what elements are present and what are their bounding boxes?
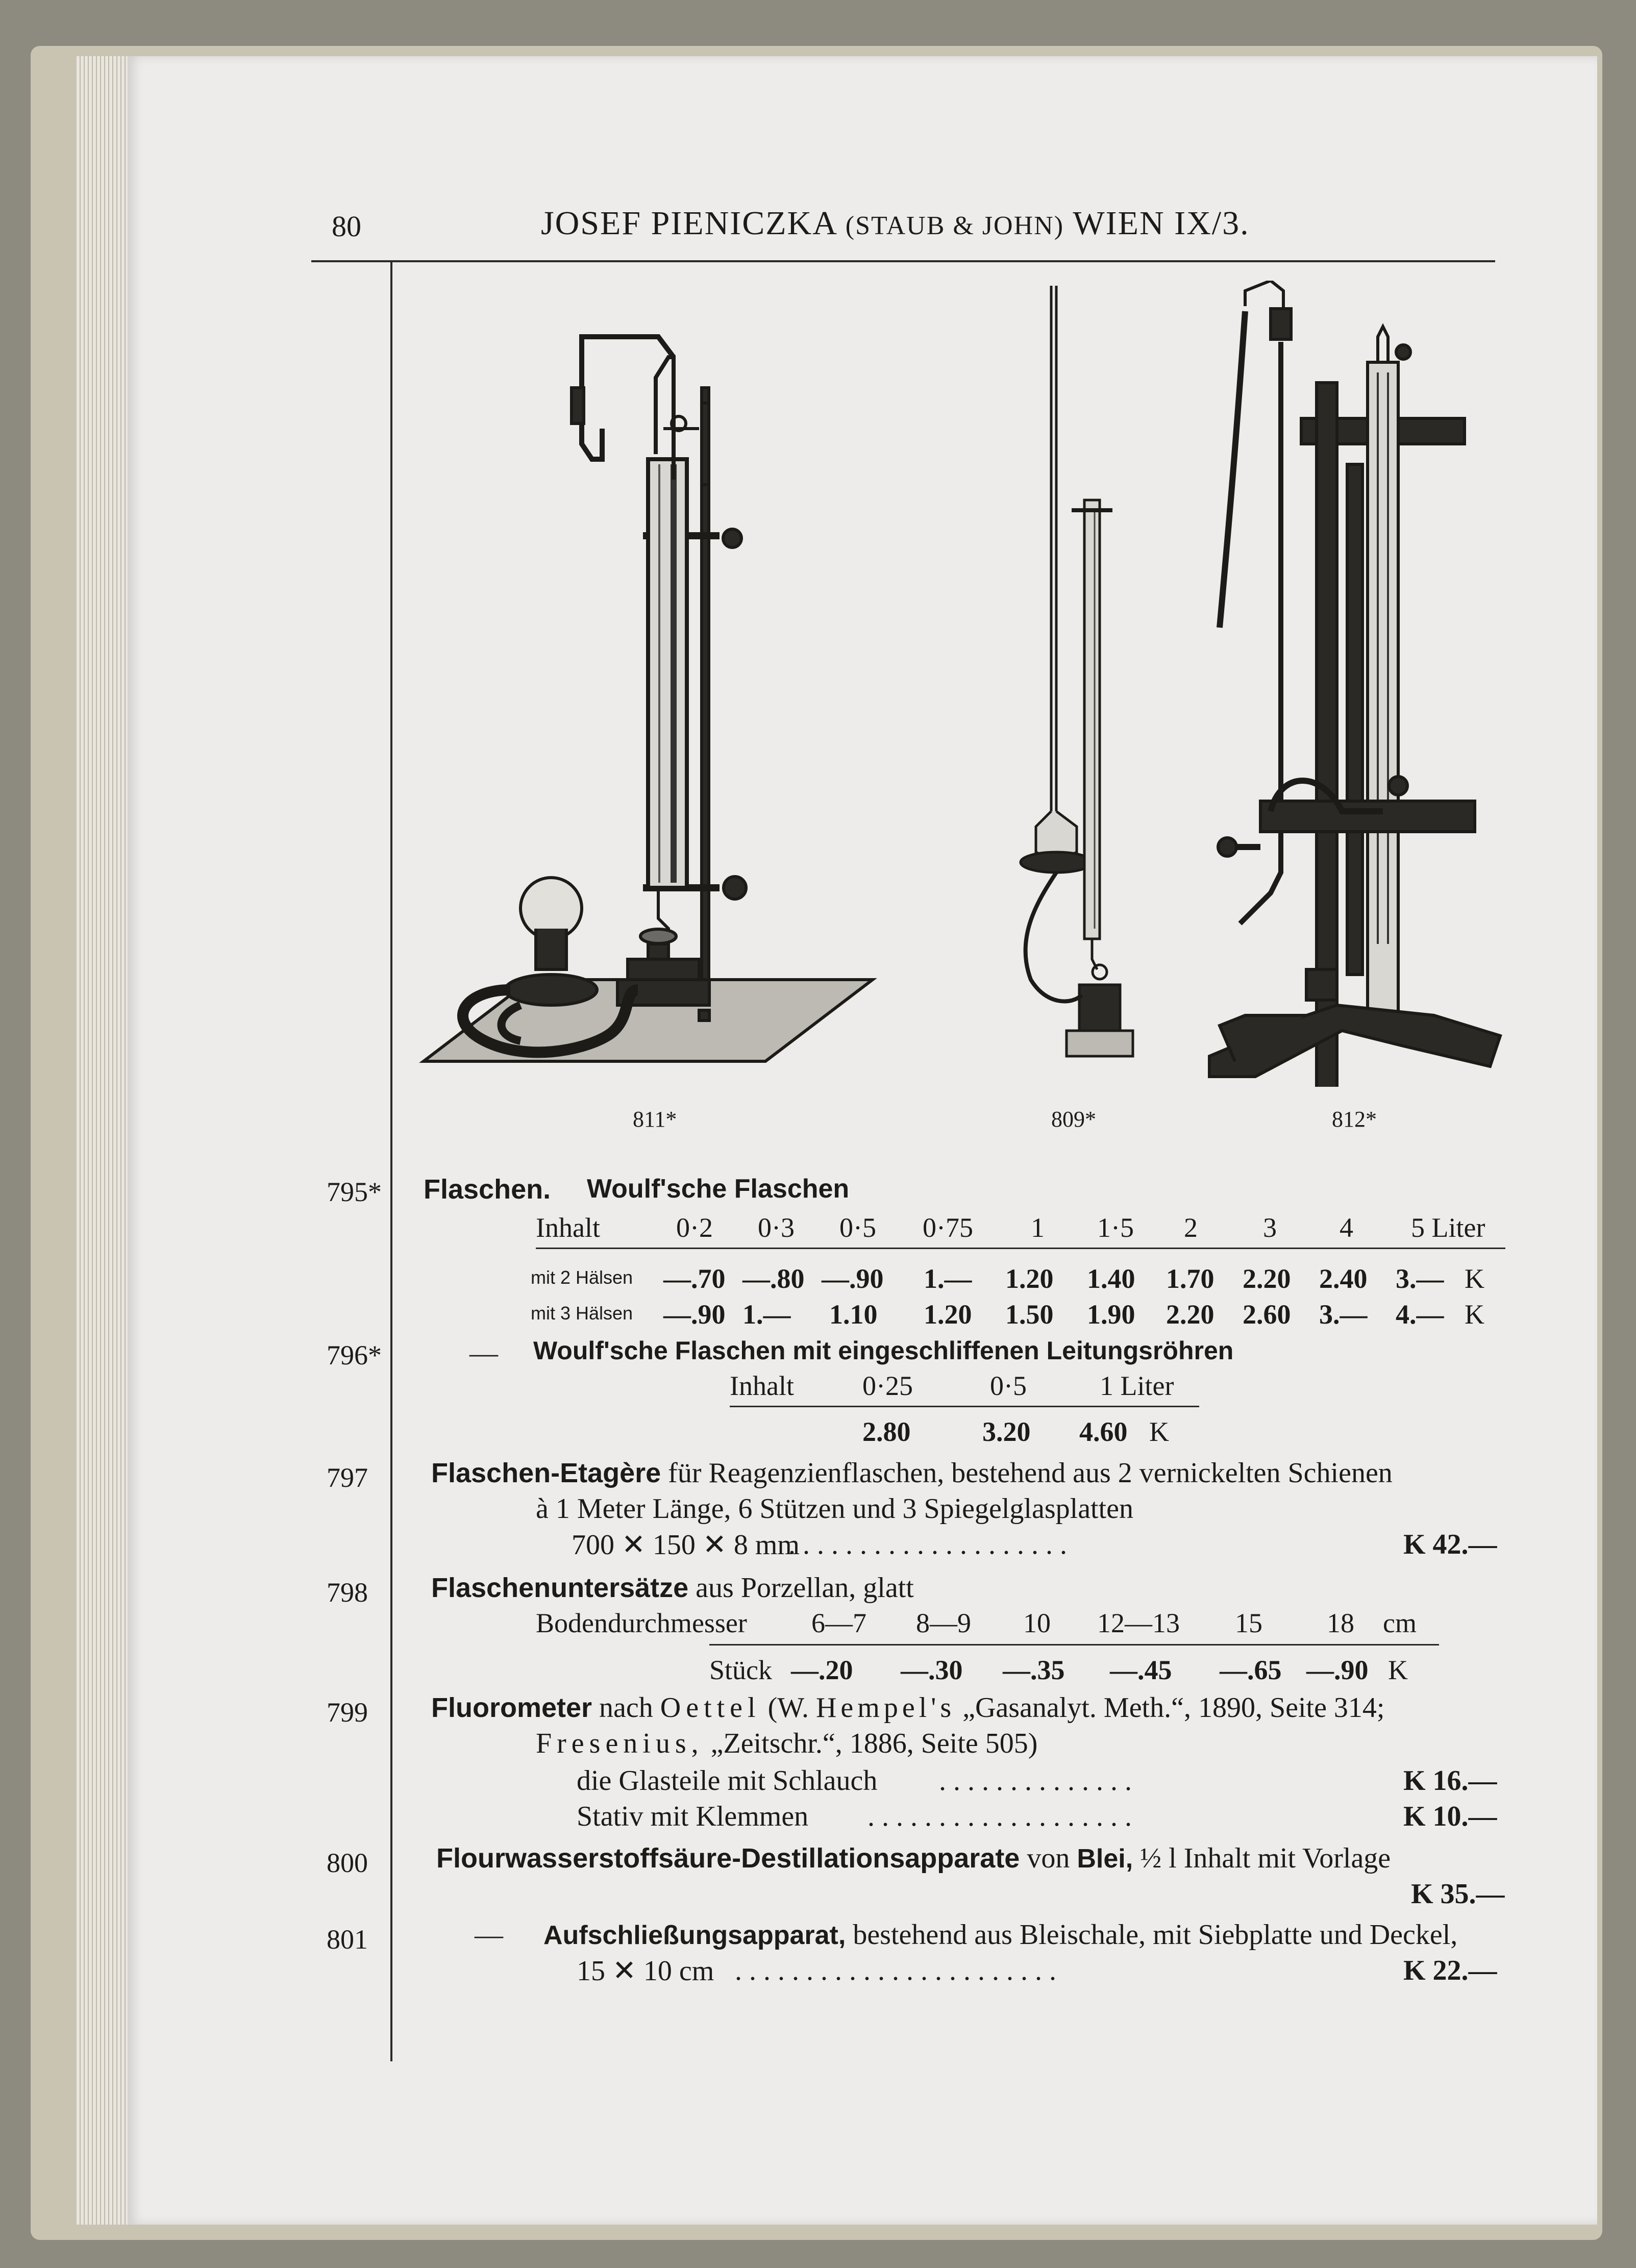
price-cell: —.80	[742, 1263, 805, 1294]
entry-798-title: Flaschenuntersätze	[431, 1573, 689, 1603]
table-795-cap: 0·2	[676, 1212, 713, 1243]
table-798-size: 15	[1235, 1608, 1262, 1638]
currency: K	[1465, 1299, 1484, 1330]
table-796-cap: 0·25	[862, 1370, 913, 1401]
table-798-size: 8—9	[916, 1608, 971, 1638]
entry-795-number: 795*	[327, 1177, 382, 1207]
entry-800-price: K 35.—	[1411, 1878, 1505, 1910]
currency: K	[1149, 1416, 1169, 1447]
price-cell: 2.60	[1243, 1299, 1291, 1330]
price-cell: 3.—	[1396, 1263, 1444, 1294]
entry-797-title: Flaschen-Etagère	[431, 1458, 661, 1488]
entry-795-subtitle: Woulf'sche Flaschen	[587, 1174, 850, 1204]
entry-798-number: 798	[327, 1577, 368, 1608]
entry-801-title: Aufschließungsapparat,	[543, 1921, 846, 1950]
price-cell: 1.90	[1087, 1299, 1135, 1330]
table-798-price: —.35	[1003, 1655, 1065, 1685]
table-798	[0, 1607, 1636, 1684]
price-cell: 2.20	[1166, 1299, 1214, 1330]
table-795-cap: 5 Liter	[1411, 1212, 1485, 1243]
entry-799-number: 799	[327, 1697, 368, 1728]
table-795-cap: 4	[1340, 1212, 1353, 1243]
row-label: mit 3 Hälsen	[531, 1303, 633, 1324]
margin-rule	[390, 260, 392, 2061]
entry-801-price: K 22.—	[1403, 1955, 1497, 1986]
table-798-header-label: Bodendurchmesser	[536, 1608, 747, 1638]
entry-799-item1: die Glasteile mit Schlauch	[577, 1765, 878, 1797]
entry-799-item2-price: K 10.—	[1403, 1801, 1497, 1832]
page-number: 80	[332, 210, 361, 243]
entry-800-title: Flourwasserstoffsäure-Destillationsapparate	[436, 1843, 1020, 1874]
price-cell: 1.10	[829, 1299, 878, 1330]
entry-797-line1: Flaschen-Etagère für Reagenzienflaschen, bestehend aus 2 vernickelten Schienen	[431, 1457, 1393, 1489]
entry-798-line1: Flaschenuntersätze aus Porzellan, glatt	[431, 1572, 914, 1604]
table-798-size: 12—13	[1097, 1608, 1180, 1638]
table-798-price-label: Stück	[709, 1655, 773, 1685]
table-796-header-label: Inhalt	[730, 1370, 794, 1401]
table-796-cap: 0·5	[990, 1370, 1027, 1401]
price-cell: —.90	[663, 1299, 726, 1330]
entry-799-item1-price: K 16.—	[1403, 1765, 1497, 1797]
row-label: mit 2 Hälsen	[531, 1267, 633, 1288]
page-stack-edge	[77, 56, 133, 2225]
entry-800-line1: Flourwasserstoffsäure-Destillationsapparate von Blei, ½ l Inhalt mit Vorlage	[436, 1842, 1391, 1874]
price-cell: 1.20	[924, 1299, 972, 1330]
table-798-rule	[709, 1644, 1439, 1646]
table-795-cap: 2	[1184, 1212, 1198, 1243]
price-cell: 4.—	[1396, 1299, 1444, 1330]
entry-796-title: Woulf'sche Flaschen mit eingeschliffenen Leitungsröhren	[533, 1336, 1234, 1365]
figure-809-caption: 809*	[1051, 1107, 1096, 1132]
table-795-header-label: Inhalt	[536, 1212, 600, 1243]
table-798-price: —.90	[1306, 1655, 1369, 1685]
table-796-price: 3.20	[982, 1416, 1031, 1447]
table-795-cap: 3	[1263, 1212, 1277, 1243]
entry-799-line2: Fresenius, „Zeitschr.“, 1886, Seite 505)	[536, 1728, 1038, 1759]
price-cell: —.70	[663, 1263, 726, 1294]
entry-795-title: Flaschen.	[424, 1174, 551, 1205]
price-cell: —.90	[822, 1263, 884, 1294]
table-795-cap: 0·3	[758, 1212, 795, 1243]
price-cell: 1.—	[742, 1299, 791, 1330]
entry-801-line1: Aufschließungsapparat, bestehend aus Bleischale, mit Siebplatte und Deckel,	[543, 1919, 1458, 1951]
table-795-cap: 0·75	[923, 1212, 973, 1243]
entry-799-leader-1: ..............	[939, 1765, 1139, 1797]
table-795-cap: 1·5	[1097, 1212, 1134, 1243]
entry-799-leader-2: ...................	[867, 1801, 1139, 1832]
table-798-size: 18	[1327, 1608, 1354, 1638]
table-795-row-2	[0, 1293, 1636, 1329]
price-cell: 1.20	[1005, 1263, 1054, 1294]
entry-801-line2: 15 ✕ 10 cm	[577, 1955, 714, 1987]
figure-811-apparatus	[413, 327, 903, 1092]
entry-800-number: 800	[327, 1848, 368, 1878]
entry-797-line3: 700 ✕ 150 ✕ 8 mm	[572, 1529, 800, 1561]
entry-799-line1: Fluorometer nach Oettel (W. Hempel's „Gasanalyt. Meth.“, 1890, Seite 314;	[431, 1692, 1385, 1724]
entry-797-line2: à 1 Meter Länge, 6 Stützen und 3 Spiegelglasplatten	[536, 1493, 1134, 1525]
currency: K	[1388, 1655, 1408, 1685]
table-795-cap: 1	[1031, 1212, 1045, 1243]
entry-797-price: K 42.—	[1403, 1529, 1497, 1560]
currency: K	[1465, 1263, 1484, 1294]
table-798-size: 6—7	[811, 1608, 866, 1638]
price-cell: 1.40	[1087, 1263, 1135, 1294]
table-795-row-1	[0, 1258, 1636, 1293]
price-cell: 2.20	[1243, 1263, 1291, 1294]
table-798-size: cm	[1383, 1608, 1417, 1638]
entry-796-dash: —	[469, 1337, 498, 1369]
figure-812-caption: 812*	[1332, 1107, 1377, 1132]
entry-801-leader: .......................	[735, 1955, 1063, 1986]
running-head: JOSEF PIENICZKA (STAUB & JOHN) WIEN IX/3.	[541, 205, 1250, 242]
table-796-rule	[730, 1406, 1199, 1407]
table-795-rule	[536, 1248, 1505, 1249]
entry-801-dash: —	[475, 1919, 503, 1951]
price-cell: 1.50	[1005, 1299, 1054, 1330]
table-798-price: —.30	[901, 1655, 963, 1685]
figure-812-apparatus	[1189, 281, 1505, 1087]
entry-799-title: Fluorometer	[431, 1692, 592, 1723]
entry-799-item2: Stativ mit Klemmen	[577, 1801, 809, 1832]
price-cell: 3.—	[1319, 1299, 1368, 1330]
table-796-cap: 1 Liter	[1100, 1370, 1174, 1401]
table-795-cap: 0·5	[839, 1212, 876, 1243]
table-798-price: —.65	[1220, 1655, 1282, 1685]
table-796-price: 2.80	[862, 1416, 911, 1447]
page-header	[311, 199, 1495, 262]
table-796	[0, 1370, 1636, 1447]
entry-797-leader: ....................	[788, 1529, 1074, 1560]
table-798-price: —.20	[791, 1655, 853, 1685]
table-798-price: —.45	[1110, 1655, 1172, 1685]
price-cell: 1.70	[1166, 1263, 1214, 1294]
figure-811-caption: 811*	[633, 1107, 677, 1132]
table-796-price: 4.60	[1079, 1416, 1128, 1447]
entry-801-number: 801	[327, 1924, 368, 1955]
entry-796-number: 796*	[327, 1340, 382, 1370]
figure-809-apparatus	[995, 276, 1158, 1092]
price-cell: 1.—	[924, 1263, 972, 1294]
entry-797-number: 797	[327, 1462, 368, 1493]
price-cell: 2.40	[1319, 1263, 1368, 1294]
table-798-size: 10	[1023, 1608, 1051, 1638]
